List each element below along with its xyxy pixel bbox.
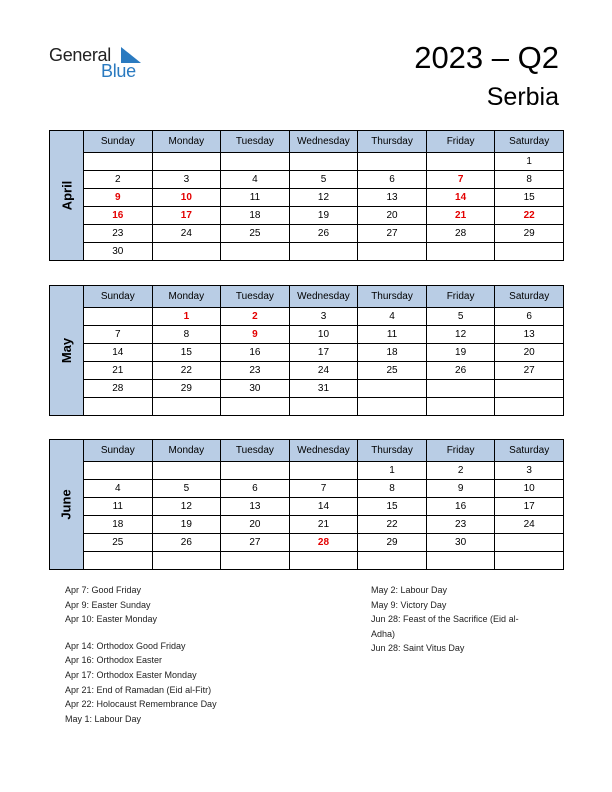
day-cell: 18 — [358, 344, 427, 362]
day-cell — [152, 462, 221, 480]
holiday-note: Jun 28: Feast of the Sacrifice (Eid al- — [371, 614, 519, 625]
day-cell: 22 — [358, 516, 427, 534]
day-cell — [289, 243, 358, 261]
day-cell — [426, 380, 495, 398]
day-cell: 6 — [358, 171, 427, 189]
weekday-header: Wednesday — [289, 440, 358, 462]
weekday-header: Thursday — [358, 286, 427, 308]
day-cell: 22 — [152, 362, 221, 380]
day-cell: 1 — [495, 153, 564, 171]
day-cell: 29 — [495, 225, 564, 243]
weekday-header: Sunday — [84, 131, 153, 153]
month-label-cell — [50, 286, 84, 416]
month-label-cell — [50, 131, 84, 261]
weekday-header: Thursday — [358, 440, 427, 462]
day-cell: 7 — [289, 480, 358, 498]
month-label: May — [58, 337, 74, 364]
day-cell: 17 — [289, 344, 358, 362]
holiday-note: Apr 7: Good Friday — [65, 585, 142, 595]
day-cell — [289, 398, 358, 416]
day-cell: 19 — [152, 516, 221, 534]
weekday-header: Sunday — [84, 440, 153, 462]
day-cell — [289, 462, 358, 480]
day-cell — [289, 153, 358, 171]
day-cell: 15 — [358, 498, 427, 516]
week-row — [50, 207, 564, 225]
day-cell: 20 — [221, 516, 290, 534]
day-cell: 2 — [426, 462, 495, 480]
day-cell: 30 — [84, 243, 153, 261]
day-cell: 29 — [358, 534, 427, 552]
day-cell: 1 — [358, 462, 427, 480]
day-cell: 2 — [84, 171, 153, 189]
day-cell: 9 — [221, 326, 290, 344]
day-cell: 29 — [152, 380, 221, 398]
day-cell: 7 — [84, 326, 153, 344]
weekday-header: Monday — [152, 440, 221, 462]
day-cell — [358, 380, 427, 398]
day-cell: 13 — [358, 189, 427, 207]
weekday-header: Tuesday — [221, 131, 290, 153]
day-cell: 12 — [289, 189, 358, 207]
weekday-header: Friday — [426, 131, 495, 153]
day-cell — [221, 462, 290, 480]
day-cell — [495, 243, 564, 261]
day-cell: 12 — [426, 326, 495, 344]
calendar-june — [49, 439, 564, 570]
week-row — [50, 189, 564, 207]
week-row — [50, 308, 564, 326]
day-cell: 2 — [221, 308, 290, 326]
day-cell: 25 — [84, 534, 153, 552]
holiday-notes-left — [65, 583, 217, 726]
day-cell: 10 — [152, 189, 221, 207]
day-cell: 11 — [221, 189, 290, 207]
holiday-note: Apr 9: Easter Sunday — [65, 599, 151, 610]
day-cell: 9 — [426, 480, 495, 498]
week-row — [50, 480, 564, 498]
holiday-note: Apr 10: Easter Monday — [65, 614, 158, 625]
day-cell — [84, 398, 153, 416]
day-cell: 8 — [495, 171, 564, 189]
day-cell — [426, 398, 495, 416]
weekday-header-row — [50, 440, 564, 462]
day-cell: 26 — [289, 225, 358, 243]
day-cell — [495, 552, 564, 570]
day-cell: 16 — [221, 344, 290, 362]
day-cell — [495, 534, 564, 552]
day-cell: 31 — [289, 380, 358, 398]
day-cell: 14 — [289, 498, 358, 516]
day-cell: 14 — [84, 344, 153, 362]
day-cell: 20 — [495, 344, 564, 362]
day-cell — [358, 552, 427, 570]
day-cell: 10 — [289, 326, 358, 344]
day-cell — [495, 380, 564, 398]
day-cell — [152, 153, 221, 171]
holiday-note: Apr 17: Orthodox Easter Monday — [65, 669, 197, 680]
day-cell — [221, 153, 290, 171]
day-cell — [221, 398, 290, 416]
day-cell: 3 — [289, 308, 358, 326]
day-cell: 21 — [289, 516, 358, 534]
week-row — [50, 326, 564, 344]
weekday-header-row — [50, 131, 564, 153]
weekday-header: Wednesday — [289, 286, 358, 308]
weekday-header: Monday — [152, 286, 221, 308]
day-cell: 18 — [84, 516, 153, 534]
holiday-note: Apr 22: Holocaust Remembrance Day — [65, 699, 217, 710]
day-cell: 4 — [84, 480, 153, 498]
day-cell: 5 — [152, 480, 221, 498]
week-row — [50, 534, 564, 552]
day-cell — [495, 398, 564, 416]
day-cell — [221, 243, 290, 261]
week-row — [50, 243, 564, 261]
week-row — [50, 344, 564, 362]
holiday-note: Apr 21: End of Ramadan (Eid al-Fitr) — [65, 684, 212, 695]
day-cell — [426, 552, 495, 570]
month-label-cell — [50, 440, 84, 570]
generalblue-logo — [49, 45, 149, 81]
day-cell: 19 — [289, 207, 358, 225]
week-row — [50, 362, 564, 380]
day-cell — [426, 153, 495, 171]
logo-blue-text: Blue — [101, 61, 136, 81]
week-row — [50, 171, 564, 189]
day-cell: 17 — [152, 207, 221, 225]
holiday-note: Jun 28: Saint Vitus Day — [371, 643, 465, 654]
day-cell: 14 — [426, 189, 495, 207]
day-cell: 4 — [221, 171, 290, 189]
month-label: April — [59, 180, 74, 211]
day-cell: 9 — [84, 189, 153, 207]
day-cell: 24 — [289, 362, 358, 380]
month-label: June — [59, 489, 74, 520]
week-row — [50, 153, 564, 171]
holiday-note — [65, 627, 217, 639]
day-cell: 28 — [289, 534, 358, 552]
calendar-may — [49, 285, 564, 416]
day-cell: 1 — [152, 308, 221, 326]
day-cell: 16 — [84, 207, 153, 225]
day-cell: 28 — [84, 380, 153, 398]
weekday-header: Friday — [426, 440, 495, 462]
day-cell: 22 — [495, 207, 564, 225]
page-title: 2023 – Q2 — [414, 40, 559, 75]
week-row — [50, 498, 564, 516]
day-cell: 19 — [426, 344, 495, 362]
day-cell — [84, 462, 153, 480]
weekday-header: Tuesday — [221, 440, 290, 462]
day-cell — [84, 153, 153, 171]
day-cell: 18 — [221, 207, 290, 225]
weekday-header: Tuesday — [221, 286, 290, 308]
day-cell: 16 — [426, 498, 495, 516]
day-cell — [152, 398, 221, 416]
week-row — [50, 398, 564, 416]
day-cell: 11 — [84, 498, 153, 516]
day-cell: 3 — [152, 171, 221, 189]
day-cell — [152, 552, 221, 570]
holiday-note: May 9: Victory Day — [371, 599, 447, 610]
day-cell: 25 — [358, 362, 427, 380]
day-cell: 10 — [495, 480, 564, 498]
holiday-note: May 1: Labour Day — [65, 713, 142, 724]
day-cell: 21 — [84, 362, 153, 380]
day-cell: 24 — [495, 516, 564, 534]
day-cell: 7 — [426, 171, 495, 189]
calendar-april — [49, 130, 564, 261]
day-cell: 30 — [221, 380, 290, 398]
holiday-note: Apr 14: Orthodox Good Friday — [65, 640, 186, 651]
day-cell: 27 — [495, 362, 564, 380]
holiday-note: Apr 16: Orthodox Easter — [65, 655, 163, 666]
day-cell: 26 — [152, 534, 221, 552]
weekday-header: Monday — [152, 131, 221, 153]
day-cell — [221, 552, 290, 570]
weekday-header: Friday — [426, 286, 495, 308]
week-row — [50, 225, 564, 243]
day-cell — [84, 552, 153, 570]
weekday-header: Wednesday — [289, 131, 358, 153]
day-cell — [358, 398, 427, 416]
week-row — [50, 380, 564, 398]
day-cell: 5 — [426, 308, 495, 326]
day-cell — [358, 243, 427, 261]
day-cell: 6 — [495, 308, 564, 326]
week-row — [50, 552, 564, 570]
day-cell: 25 — [221, 225, 290, 243]
day-cell: 5 — [289, 171, 358, 189]
day-cell — [84, 308, 153, 326]
day-cell: 4 — [358, 308, 427, 326]
day-cell: 21 — [426, 207, 495, 225]
day-cell: 8 — [358, 480, 427, 498]
day-cell: 27 — [221, 534, 290, 552]
week-row — [50, 462, 564, 480]
weekday-header: Thursday — [358, 131, 427, 153]
day-cell — [426, 243, 495, 261]
day-cell: 8 — [152, 326, 221, 344]
day-cell: 28 — [426, 225, 495, 243]
day-cell: 20 — [358, 207, 427, 225]
day-cell: 23 — [426, 516, 495, 534]
day-cell: 27 — [358, 225, 427, 243]
day-cell: 3 — [495, 462, 564, 480]
day-cell: 23 — [84, 225, 153, 243]
day-cell: 15 — [152, 344, 221, 362]
week-row — [50, 516, 564, 534]
weekday-header: Sunday — [84, 286, 153, 308]
day-cell: 17 — [495, 498, 564, 516]
holiday-note: Adha) — [371, 628, 396, 639]
day-cell: 12 — [152, 498, 221, 516]
day-cell: 24 — [152, 225, 221, 243]
holiday-notes-right — [371, 583, 519, 656]
weekday-header: Saturday — [495, 286, 564, 308]
logo-general-text: General — [49, 45, 111, 65]
country-name: Serbia — [486, 83, 559, 111]
day-cell: 23 — [221, 362, 290, 380]
day-cell: 15 — [495, 189, 564, 207]
day-cell — [152, 243, 221, 261]
day-cell — [289, 552, 358, 570]
holiday-note: May 2: Labour Day — [371, 585, 448, 595]
day-cell: 13 — [221, 498, 290, 516]
day-cell: 6 — [221, 480, 290, 498]
day-cell: 13 — [495, 326, 564, 344]
weekday-header-row — [50, 286, 564, 308]
day-cell: 30 — [426, 534, 495, 552]
day-cell — [358, 153, 427, 171]
weekday-header: Saturday — [495, 131, 564, 153]
day-cell: 26 — [426, 362, 495, 380]
weekday-header: Saturday — [495, 440, 564, 462]
day-cell: 11 — [358, 326, 427, 344]
